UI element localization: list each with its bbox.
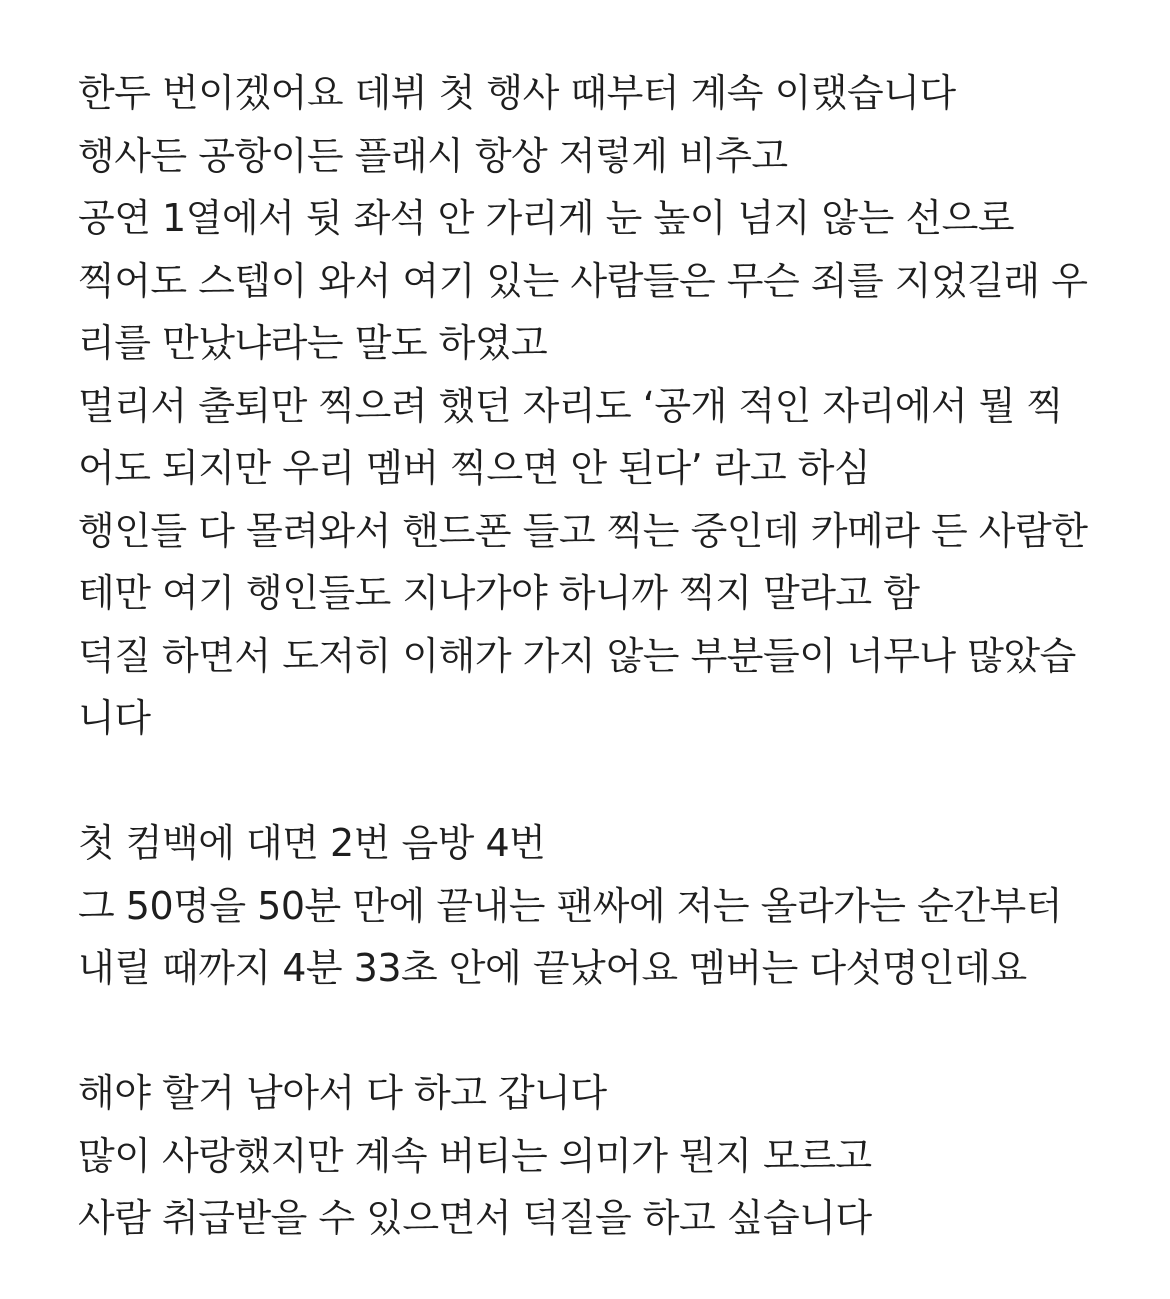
text-line: 리를 만났냐라는 말도 하였고	[78, 321, 548, 365]
text-line: 테만 여기 행인들도 지나가야 하니까 찍지 말라고 함	[78, 571, 920, 615]
text-line: 어도 되지만 우리 멤버 찍으면 안 된다’ 라고 하심	[78, 446, 871, 490]
text-line: 첫 컴백에 대면 2번 음방 4번	[78, 821, 546, 865]
paragraph	[78, 812, 1108, 1000]
text-line: 해야 할거 남아서 다 하고 갑니다	[78, 1071, 607, 1115]
paragraph-spacer	[78, 1000, 1108, 1063]
text-line: 한두 번이겠어요 데뷔 첫 행사 때부터 계속 이랬습니다	[78, 71, 956, 115]
note-text-block	[78, 62, 1108, 1250]
text-line: 사람 취급받을 수 있으면서 덕질을 하고 싶습니다	[78, 1196, 872, 1240]
paragraph-spacer	[78, 750, 1108, 813]
text-line: 공연 1열에서 뒷 좌석 안 가리게 눈 높이 넘지 않는 선으로	[78, 196, 1015, 240]
text-line: 많이 사랑했지만 계속 버티는 의미가 뭔지 모르고	[78, 1133, 872, 1178]
text-line: 내릴 때까지 4분 33초 안에 끝났어요 멤버는 다섯명인데요	[78, 946, 1027, 990]
text-line: 니다	[78, 696, 151, 740]
text-line: 찍어도 스텝이 와서 여기 있는 사람들은 무슨 죄를 지었길래 우	[78, 258, 1088, 303]
text-line: 행사든 공항이든 플래시 항상 저렇게 비추고	[78, 133, 788, 178]
paragraph	[78, 62, 1108, 750]
text-line: 행인들 다 몰려와서 핸드폰 들고 찍는 중인데 카메라 든 사람한	[78, 508, 1088, 553]
paragraph	[78, 1062, 1108, 1250]
text-line: 덕질 하면서 도저히 이해가 가지 않는 부분들이 너무나 많았습	[78, 633, 1076, 678]
text-line: 그 50명을 50분 만에 끝내는 팬싸에 저는 올라가는 순간부터	[78, 883, 1062, 928]
text-line: 멀리서 출퇴만 찍으려 했던 자리도 ‘공개 적인 자리에서 뭘 찍	[78, 383, 1063, 428]
